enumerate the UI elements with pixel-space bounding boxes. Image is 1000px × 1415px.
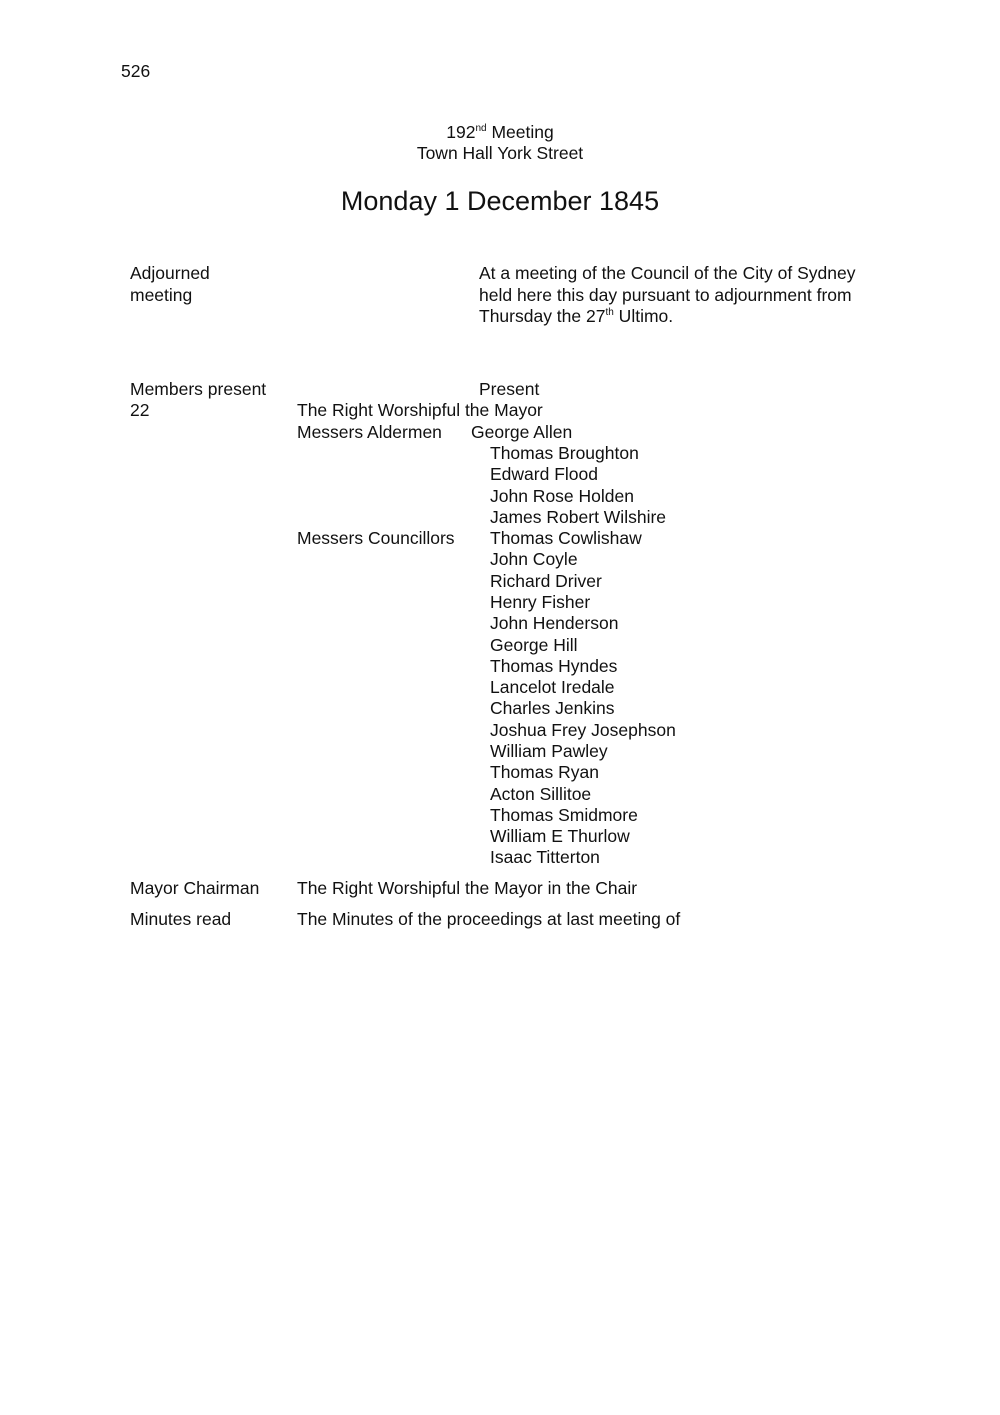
members-present-label: Members present [130, 379, 267, 399]
councillor-name: Thomas Cowlishaw [490, 528, 642, 548]
councillors-label: Messers Councillors [297, 528, 455, 548]
mayor-chairman-text: The Right Worshipful the Mayor in the Chair [297, 878, 638, 898]
aldermen-label: Messers Aldermen [297, 422, 442, 442]
councillor-name: John Henderson [490, 613, 619, 633]
councillor-name: Henry Fisher [490, 592, 591, 612]
alderman-first-name: George Allen [471, 422, 573, 442]
meeting-number-suffix: nd [475, 123, 487, 135]
adjourned-text-line3-pre: Thursday the 27 [479, 306, 606, 326]
minutes-read-text: The Minutes of the proceedings at last meeting of [297, 909, 681, 929]
mayor-line: The Right Worshipful the Mayor [297, 400, 543, 420]
adjourned-margin-note-line1: Adjourned [130, 263, 210, 283]
meeting-word: Meeting [486, 122, 554, 142]
members-count: 22 [130, 400, 150, 420]
councillor-name: Thomas Smidmore [490, 805, 638, 825]
meeting-location: Town Hall York Street [416, 143, 584, 163]
councillor-name: Thomas Ryan [490, 762, 599, 782]
councillor-name: Thomas Hyndes [490, 656, 618, 676]
councillor-name: Charles Jenkins [490, 698, 615, 718]
councillor-name: Lancelot Iredale [490, 677, 615, 697]
adjourned-text-line1: At a meeting of the Council of the City of Sydney [479, 263, 856, 283]
adjourned-margin-note-line2: meeting [130, 285, 193, 305]
mayor-chairman-label: Mayor Chairman [130, 878, 260, 898]
councillor-name: John Coyle [490, 549, 578, 569]
councillor-name: George Hill [490, 635, 578, 655]
minutes-read-label: Minutes read [130, 909, 232, 929]
councillor-name: Isaac Titterton [490, 847, 600, 867]
adjourned-text-line2: held here this day pursuant to adjournment from [479, 285, 852, 305]
meeting-number: 192 [446, 122, 476, 142]
present-heading: Present [479, 379, 540, 399]
councillor-name: William Pawley [490, 741, 608, 761]
page-number: 526 [121, 61, 151, 81]
page-title: Monday 1 December 1845 [340, 186, 660, 216]
councillor-name: Joshua Frey Josephson [490, 720, 676, 740]
meeting-number-line [0, 122, 1000, 143]
alderman-name: Thomas Broughton [490, 443, 639, 463]
councillor-name: Acton Sillitoe [490, 784, 592, 804]
alderman-name: Edward Flood [490, 464, 598, 484]
councillor-name: William E Thurlow [490, 826, 630, 846]
adjourned-text-line3 [479, 306, 673, 327]
adjourned-text-line3-sup: th [605, 307, 614, 319]
councillor-name: Richard Driver [490, 571, 602, 591]
alderman-name: John Rose Holden [490, 486, 634, 506]
adjourned-text-line3-post: Ultimo. [613, 306, 674, 326]
alderman-name: James Robert Wilshire [490, 507, 667, 527]
